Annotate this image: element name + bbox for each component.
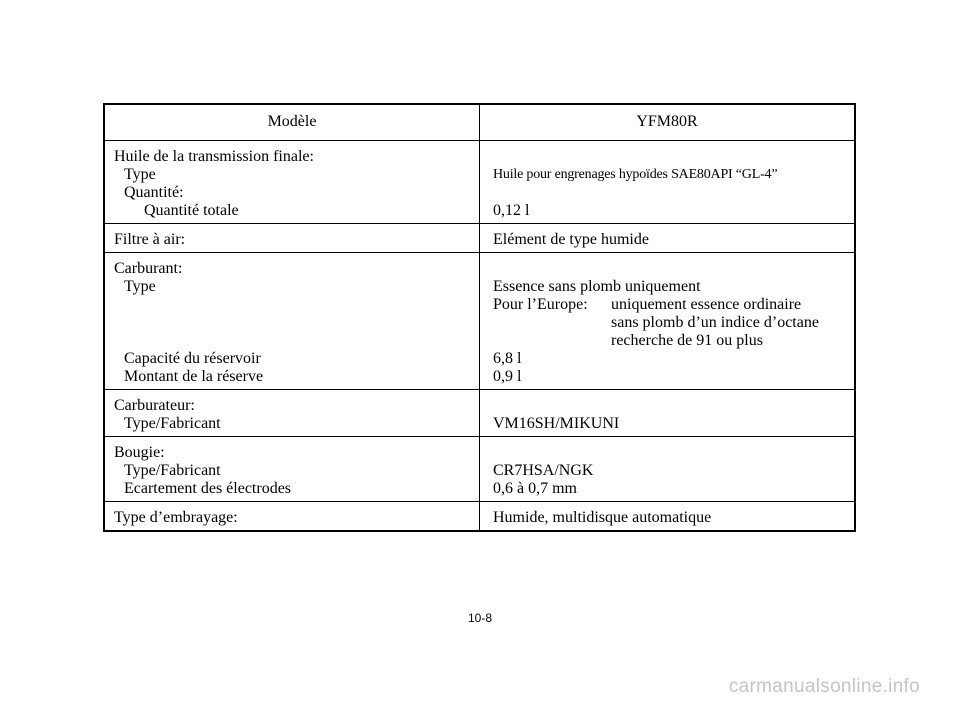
fuel-europe-line: [493, 296, 854, 314]
air-filter-value: Elément de type humide: [493, 231, 649, 248]
final-oil-title: Huile de la transmission finale:: [114, 148, 314, 165]
air-filter-row: [105, 223, 854, 252]
air-filter-label: Filtre à air:: [105, 224, 480, 252]
clutch-value: Humide, multidisque automatique: [493, 509, 712, 526]
fuel-tank-value: 6,8 l: [493, 350, 522, 367]
watermark: carmanualsonline.info: [728, 676, 920, 697]
fuel-reserve-value: 0,9 l: [493, 368, 522, 385]
final-oil-quantity-label: Quantité:: [124, 184, 184, 201]
spark-plug-gap-label: Ecartement des électrodes: [124, 480, 292, 497]
carburetor-type-value: VM16SH/MIKUNI: [493, 415, 620, 432]
spark-plug-type-label: Type/Fabricant: [124, 462, 221, 479]
spec-table: [103, 103, 856, 532]
final-oil-row: [105, 140, 854, 223]
spark-plug-title: Bougie:: [114, 444, 165, 461]
fuel-europe-line1: uniquement essence ordinaire: [611, 296, 802, 313]
fuel-europe-line2: sans plomb d’un indice d’octane: [611, 314, 819, 331]
final-oil-total-value: 0,12 l: [493, 202, 530, 219]
carburetor-type-label: Type/Fabricant: [124, 415, 221, 432]
final-oil-values: [480, 141, 854, 223]
final-oil-type-label: Type: [124, 166, 156, 183]
final-oil-type-value: Huile pour engrenages hypoïdes SAE80API “GL-4”: [493, 167, 778, 182]
carburetor-row: [105, 389, 854, 436]
carburetor-labels: [105, 390, 480, 436]
model-value: YFM80R: [636, 113, 698, 130]
final-oil-total-label: Quantité totale: [144, 202, 239, 219]
table-header-row: [105, 105, 854, 140]
page-number: 10-8: [467, 611, 493, 625]
final-oil-labels: [105, 141, 480, 223]
fuel-tank-label: Capacité du réservoir: [124, 350, 261, 367]
fuel-values: [480, 253, 854, 389]
clutch-label: Type d’embrayage:: [105, 502, 480, 530]
spark-plug-row: [105, 436, 854, 501]
carburetor-values: [480, 390, 854, 436]
spark-plug-type-value: CR7HSA/NGK: [493, 462, 594, 479]
fuel-type-label: Type: [124, 278, 156, 295]
model-label: Modèle: [105, 105, 480, 140]
spark-plug-values: [480, 437, 854, 501]
fuel-row: [105, 252, 854, 389]
fuel-europe-label: Pour l’Europe:: [493, 296, 588, 313]
spark-plug-gap-value: 0,6 à 0,7 mm: [493, 480, 577, 497]
spark-plug-labels: [105, 437, 480, 501]
fuel-title: Carburant:: [114, 260, 183, 277]
fuel-reserve-label: Montant de la réserve: [124, 368, 264, 385]
carburetor-title: Carburateur:: [114, 397, 195, 414]
fuel-europe-line3: recherche de 91 ou plus: [611, 332, 763, 349]
fuel-labels: [105, 253, 480, 389]
clutch-row: [105, 501, 854, 530]
fuel-type-value: Essence sans plomb uniquement: [493, 278, 701, 295]
